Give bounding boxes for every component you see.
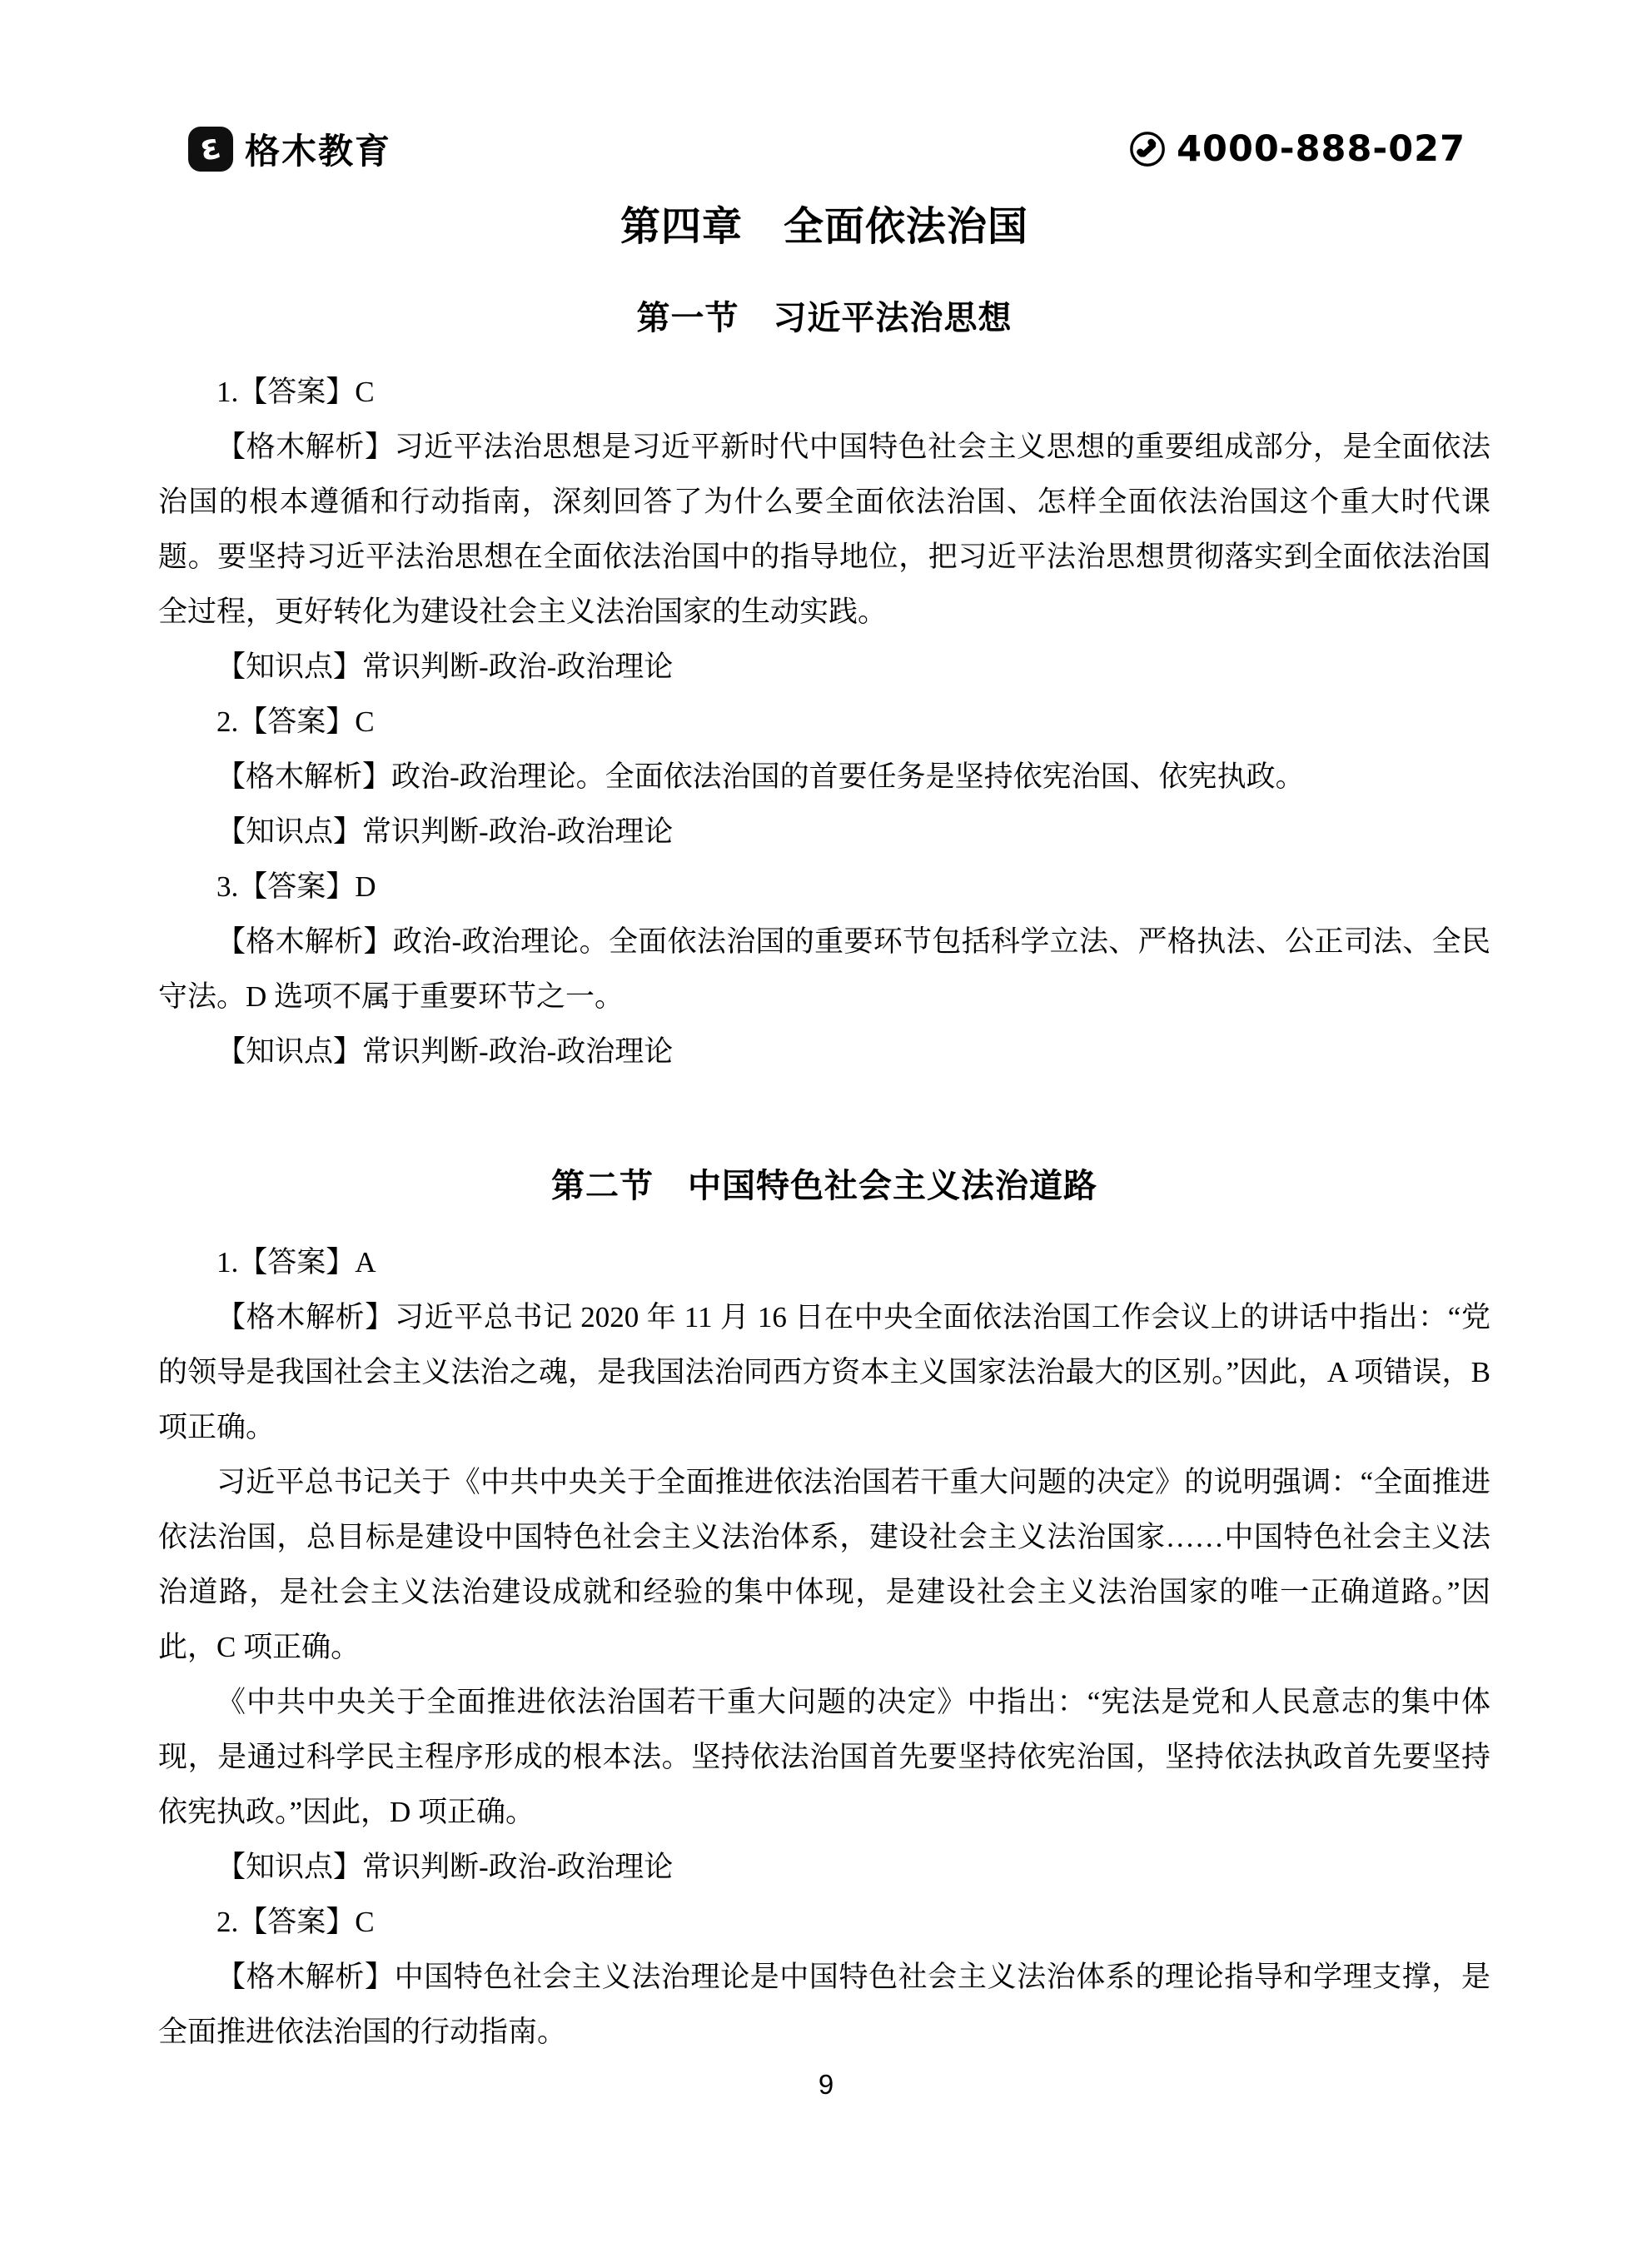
- knowledge-point: 【知识点】常识判断-政治-政治理论: [216, 650, 674, 683]
- body-paragraph: 习近平总书记关于《中共中央关于全面推进依法治国若干重大问题的决定》的说明强调：“全面推进依法治国，总目标是建设中国特色社会主义法治体系，建设社会主义法治国家……中国特色社会主义法治道路，是社会主义法治建设成就和经验的集中体现，是建设社会主义法治国家的唯一正确道路。”因此，C 项正确。: [158, 1466, 1490, 1663]
- phone-icon: [1128, 130, 1167, 168]
- knowledge-point: 【知识点】常识判断-政治-政治理论: [216, 1035, 674, 1068]
- page-footer: [0, 2064, 1652, 2106]
- analysis-paragraph: 【格木解析】习近平法治思想是习近平新时代中国特色社会主义思想的重要组成部分，是全面依法治国的根本遵循和行动指南，深刻回答了为什么要全面依法治国、怎样全面依法治国这个重大时代课题。要坚持习近平法治思想在全面依法治国中的指导地位，把习近平法治思想贯彻落实到全面依法治国全过程，更好转化为建设社会主义法治国家的生动实践。: [158, 431, 1490, 628]
- answer-line: 1.【答案】C: [216, 376, 375, 408]
- phone-number: 4000-888-027: [1177, 128, 1465, 170]
- knowledge-point: 【知识点】常识判断-政治-政治理论: [216, 815, 674, 848]
- analysis-paragraph: 【格木解析】政治-政治理论。全面依法治国的首要任务是坚持依宪治国、依宪执政。: [216, 760, 1305, 793]
- answer-line: 2.【答案】C: [216, 1906, 375, 1938]
- analysis-paragraph: 【格木解析】习近平总书记 2020 年 11 月 16 日在中央全面依法治国工作会议上的讲话中指出：“党的领导是我国社会主义法治之魂，是我国法治同西方资本主义国家法治最大的区别。”因此，A 项错误，B 项正确。: [158, 1301, 1490, 1443]
- answer-line: 3.【答案】D: [216, 870, 376, 903]
- analysis-paragraph: 【格木解析】中国特色社会主义法治理论是中国特色社会主义法治体系的理论指导和学理支撑，是全面推进依法治国的行动指南。: [158, 1961, 1490, 2048]
- section-1: [158, 295, 1490, 1079]
- phone-block: [1128, 128, 1465, 170]
- chapter-title: 第四章 全面依法治国: [620, 205, 1028, 249]
- section-2: [158, 1163, 1490, 2060]
- document-body: [158, 295, 1490, 2060]
- document-content: [158, 198, 1490, 2060]
- gemu-logo-icon: [188, 127, 233, 172]
- body-paragraph: 《中共中央关于全面推进依法治国若干重大问题的决定》中指出：“宪法是党和人民意志的集中体现，是通过科学民主程序形成的根本法。坚持依法治国首先要坚持依宪治国，坚持依法执政首先要坚持依宪执政。”因此，D 项正确。: [158, 1686, 1490, 1828]
- brand-name: 格木教育: [245, 132, 392, 171]
- answer-line: 1.【答案】A: [216, 1246, 376, 1279]
- analysis-paragraph: 【格木解析】政治-政治理论。全面依法治国的重要环节包括科学立法、严格执法、公正司法、全民守法。D 选项不属于重要环节之一。: [158, 925, 1490, 1013]
- page-number: 9: [818, 2069, 834, 2100]
- page-header: [158, 123, 1490, 175]
- logo-glyph: ɛ: [196, 125, 225, 169]
- answer-line: 2.【答案】C: [216, 705, 375, 738]
- knowledge-point: 【知识点】常识判断-政治-政治理论: [216, 1851, 674, 1883]
- section-title: 第二节 中国特色社会主义法治道路: [551, 1167, 1097, 1204]
- section-title: 第一节 习近平法治思想: [636, 299, 1013, 336]
- brand: [188, 124, 391, 174]
